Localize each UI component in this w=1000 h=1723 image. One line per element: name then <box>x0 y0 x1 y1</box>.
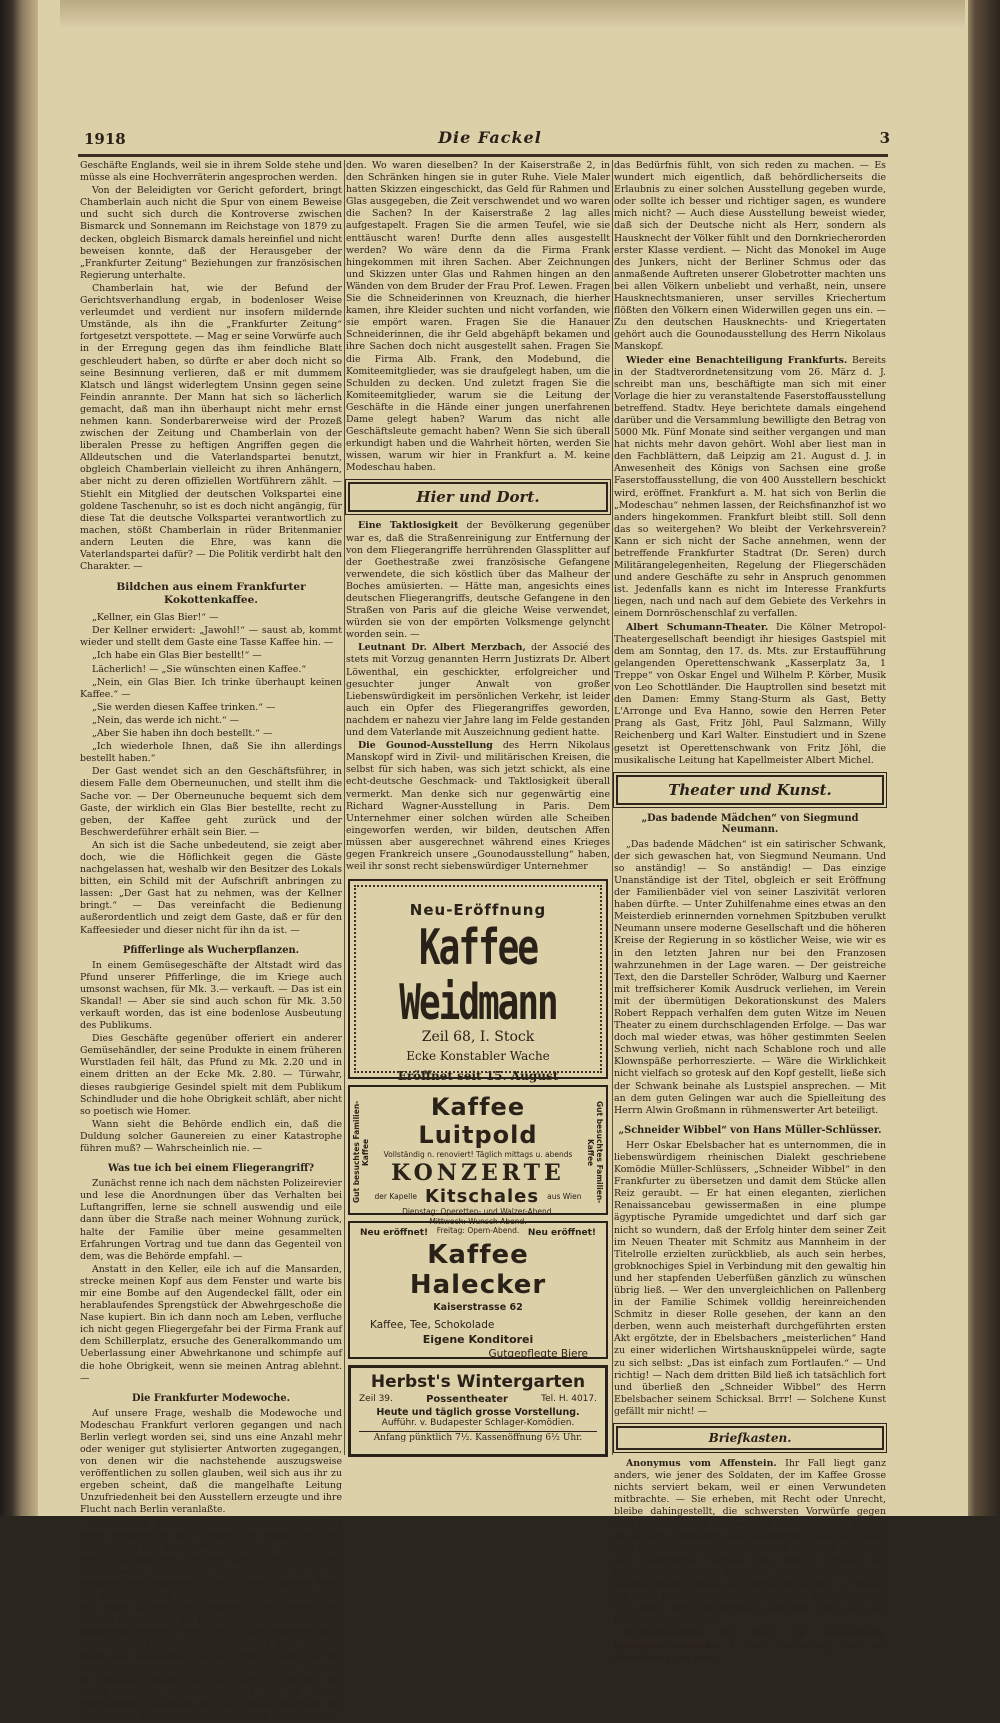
advert-tag: Neu eröffnet! <box>527 1228 596 1239</box>
lead-in: Anonymus vom Affenstein. <box>626 1458 777 1469</box>
advert-small-text: aus Wien <box>547 1191 582 1201</box>
paragraph: „Kellner, ein Glas Bier!“ — <box>92 612 219 624</box>
paragraph <box>614 622 886 767</box>
header-rule <box>78 154 888 157</box>
header-year: 1918 <box>84 130 126 148</box>
lead-in: Albert Schumann-Theater. <box>626 621 769 633</box>
paragraph: „Aber Sie haben ihn doch bestellt.“ — <box>92 728 273 740</box>
advert-band-row <box>372 1186 584 1207</box>
section-title: Hier und Dort. <box>416 488 540 507</box>
article-heading: „Das badende Mädchen“ von Siegmund Neumann. <box>641 812 859 835</box>
paragraph <box>346 740 610 873</box>
paragraph <box>346 642 610 739</box>
column-divider <box>344 160 345 1455</box>
paragraph: „Das badende Mädchen“ ist ein satirischer Schwank, der sich gewaschen hat, von Siegmund Neumann. Und so anständig! — So anständig! — Das einzige Unanständige ist der Titel, obgleich er seit Eröffnung der Familienbäder viel von seiner Laszivität verloren haben dürfte. — Unter Zuhilfenahme eines etwas an den Meisterdieb erinnernden vornehmen Spitzbuben verulkt Neumann unsere moderne Gesellschaft und die höheren Kreise der Regierung in so köstlicher Weise, wie wir es in den letzten Jahren nur bei den Franzosen wahrzunehmen in der Lage waren. — Der geistreiche Text, den die Darsteller Schröder, Walburg und Kaerner mit treffsicherer Komik Ausdruck verliehen, im Verein mit der übermütigen Dekorationskunst des Malers Robert Reppach verhalfen dem guten Witze im Neuen Theater zu einem durchschlagenden Erfolge. — Das war doch mal wieder etwas, was höher gestimmten Seelen Schwung verlieh, nicht nach Schablone roch und alle Klownspäße perhorreszierte. — Wäre die Wirklichkeit nicht vielfach so grotesk auf den Kopf gestellt, ließe sich der Schwank beinahe als Lustspiel ansprechen. — Mit an dem guten Gelingen war auch die Spielleitung des Herrn Alwin Großmann in rühmenswerter Art beteiligt. <box>614 838 886 1116</box>
paragraph: Von der Beleidigten vor Gericht gefordert, bringt Chamberlain auch nicht die Spur von einem Beweise und sucht sich durch die Kontroverse zwischen Bismarck und Sonnemann im Reichstage von 1879 zu decken, obgleich Bismarck damals hereinfiel und nicht beweisen konnte, daß der Herausgeber der „Frankfurter Zeitung“ Beziehungen zur französischen Regierung unterhalte. <box>80 185 342 281</box>
paragraph: Zunächst renne ich nach dem nächsten Polizeirevier und lese die Anordnungen über das Verhalten bei Luftangriffen, lerne sie schnell auswendig und eile dann über die Straße nach meiner Wohnung zurück, halte der Familie über meine gesammelten Erfahrungen Vortrag und tue dann das Gegenteil von dem, was die Behörde empfahl. — <box>80 1178 342 1262</box>
advert-schedule-line: Dienstag: Operetten- und Walzer-Abend. <box>402 1207 554 1217</box>
advert-kaffee-halecker <box>348 1221 608 1359</box>
paragraph <box>346 520 610 641</box>
advert-info-row <box>359 1394 597 1405</box>
paragraph: Wann sieht die Behörde endlich ein, daß die Duldung solcher Gaunereien zu einer Katastrophe führen muß? — Wahrscheinlich nie. — <box>80 1118 342 1155</box>
section-header-theater-und-kunst <box>616 775 884 805</box>
advert-offer: Eigene Konditorei <box>422 1333 534 1347</box>
advert-opening: Eröffnet seit 15. August <box>397 1069 559 1084</box>
advert-line: Aufführ. v. Budapester Schlager-Komödien. <box>381 1418 575 1429</box>
article-heading: Die Frankfurter Modewoche. <box>131 1392 291 1404</box>
advert-side-text: Gut besuchtes Familien-Kaffee <box>352 1101 370 1204</box>
article-heading: Was tue ich bei einem Fliegerangriff? <box>107 1163 315 1175</box>
advert-line: Heute und täglich grosse Vorstellung. <box>376 1407 580 1419</box>
advert-herbsts-wintergarten <box>348 1365 608 1457</box>
advert-venue-type: Possentheater <box>426 1394 508 1406</box>
advert-top-row <box>360 1228 596 1238</box>
paragraph-text: der Bevölkerung gegenüber war es, daß die Straßenreinigung zur Entfernung der von dem Fliegerangriffe herrührenden Glassplitter auf der Goethestraße zwei französische Gefangene verwendete, die sich köstlich über das Malheur der Boches amüsierten. — Hätte man, angesichts eines deutschen Fliegerangriffs, deutsche Gefangene in den Straßen von Paris auf die gleiche Weise verwendet, würden sie von der empörten Volksmenge gelyncht worden sein. — <box>346 520 611 641</box>
advert-headline: KONZERTE <box>391 1160 565 1187</box>
advert-kaffee-weidmann <box>348 879 608 1084</box>
column-2 <box>346 160 610 1460</box>
paragraph: das Bedürfnis fühlt, von sich reden zu machen. — Es wundert mich eigentlich, daß behördlicherseits die Erlaubnis zu einer solchen Ausstellung gegeben wurde, oder sollte ich besser und richtiger sagen, es wundere mich nicht? — Auch diese Ausstellung beweist wieder, daß sich der Deutsche nicht als Herr, sondern als Hausknecht der Völker fühlt und den Dornkriecherorden erster Klasse verdient. — Nicht das Monokel im Auge des Junkers, nicht der Berliner Schmus oder das anmaßende Auftreten unserer Globetrotter machten uns bei allen Völkern unbeliebt und verhaßt, nein, unsere Hausknechtsmanieren, unser servilles Kriechertum flößten den Völkern einen Widerwillen gegen uns ein. — Zu den deutschen Hausknechts- und Kriegertaten gehört auch die Gounodausstellung des Herrn Nikolaus Manskopf. <box>614 160 886 353</box>
paragraph-text: der Associé des stets mit Vorzug genannten Herrn Justizrats Dr. Albert Löwenthal, ein geschickter, erfolgreicher und gesuchter junger Anwalt von großer Liebenswürdigkeit im persönlichen Verkehr, ist leider auch ein Opfer des Fliegerangriffes geworden, nachdem er nahezu vier Jahre lang im Felde gestanden und dem Vaterlande mit Auszeichnung gedient hatte. <box>346 642 611 739</box>
advert-offer: Kaffee, Tee, Schokolade <box>370 1319 495 1332</box>
paragraph <box>614 1458 886 1627</box>
paragraph: Lächerlich! — „Sie wünschten einen Kaffee.“ <box>92 663 307 675</box>
advert-business-name: Herbst's Wintergarten <box>370 1372 586 1393</box>
paragraph: „Ich habe ein Glas Bier bestellt!“ — <box>92 650 262 662</box>
paragraph: „Nein, ein Glas Bier. Ich trinke überhaupt keinen Kaffee.“ — <box>80 676 342 700</box>
article-heading: Pfifferlinge als Wucherpflanzen. <box>123 944 299 956</box>
lead-in: Eine Taktlosigkeit <box>358 520 459 532</box>
advert-small-text: der Kapelle <box>374 1191 417 1201</box>
advert-line: Anfang pünktlich 7½. Kassenöffnung 6½ Uhr. <box>359 1431 597 1443</box>
advert-tag: Neu eröffnet! <box>360 1228 429 1239</box>
lead-in: Die Gounod-Ausstellung <box>358 740 493 752</box>
advert-phone: Tel. H. 4017. <box>541 1394 597 1405</box>
lead-in: Leutnant Dr. Albert Merzbach, <box>358 642 526 654</box>
column-1 <box>80 160 342 1723</box>
advert-band-name: Kitschales <box>424 1186 540 1208</box>
paragraph-text: Ihre Entrüstung über die Ausweisung des fran- <box>614 1640 887 1664</box>
advert-offer: Gutgepflegte Biere <box>488 1348 588 1361</box>
paragraph <box>614 355 886 621</box>
advert-business-name: Kaffee Weidmann <box>399 920 557 1032</box>
advert-business-name: Kaffee Halecker <box>409 1240 547 1301</box>
lead-in: Kriegsinvalide H. Sch. in Neuenhain, Königswerterstraße 6. <box>614 1628 886 1652</box>
paragraph-text: Bereits in der Stadtverordnetensitzung vom 26. März d. J. schreibt man uns, beschäftigte man sich mit einer Vorlage die hier zu veranstaltende Faserstoffausstellung betreffend. Stadtv. Heye berichtete damals eingehend darüber und die Versammlung bewilligte den Betrag von 5000 Mk. Fünf Monate sind seither vergangen und man hat nichts mehr davon gehört. Wohl aber liest man in den Fachblättern, daß Leipzig am 21. August d. J. in Anwesenheit des Königs von Sachsen eine große Faserstoffausstellung, die von 400 Ausstellern beschickt wird, eröffnet. Frankfurt a. M. hat sich von Berlin die „Modeschau“ nehmen lassen, der Reichsfinanzhof ist wo anders hingekommen. Frankfurt bleibt still. Soll denn das so weitergehen? Wo bleibt der Verkehrsverein? Kann er sich nicht der Sache annehmen, wenn der betreffende Frankfurter Stadtrat (Dr. Seren) durch Militärangelegenheiten, Regelung der Fliegerschäden und andere Geschäfte zu sehr in Anspruch genommen ist. Jedenfalls kann es nicht im Interesse Frankfurts liegen, nach und nach auf dem Gebiete des Verkehrs in einem Dornröschenschlaf zu verfallen. <box>614 354 886 620</box>
paragraph: Dies Geschäfte gegenüber offeriert ein anderer Gemüsehändler, der seine Produkte in einem früheren Wurstladen feil hält, das Pfund zu Mk. 2.20 und in einem dritten an der Ecke Mk. 2.80. — Türwahr, dieses raubgierige Gesindel spielt mit dem Publikum Schindluder und die hohe Obrigkeit schläft, aber nicht so poetisch wie Homer. <box>80 1033 342 1117</box>
section-header-briefkasten <box>616 1426 884 1450</box>
paragraph <box>614 1628 886 1664</box>
paragraph: „Sie werden diesen Kaffee trinken.“ — <box>92 701 276 713</box>
advert-address: Zeil 39. <box>359 1394 393 1405</box>
article-heading: Bildchen aus einem Frankfurter Kokottenkaffee. <box>116 581 306 607</box>
paragraph: den. Wo waren dieselben? In der Kaiserstraße 2, in den Schränken hingen sie in guter Ruhe. Viele Maler hatten Skizzen eingeschickt, das Geld für Rahmen und Glas ausgegeben, die Zeit verschwendet und wo waren die Sachen? In der Kaiserstraße 2 lag alles aufgestapelt. Fragen Sie die armen Teufel, wie sie enttäuscht waren! Durfte denn alles ausgestellt werden? Wo wäre denn da die Firma Frank hingekommen mit ihren Sachen. Aber Zeichnungen und Skizzen unter Glas und Rahmen hingen an den Wänden von dem Bruder der Frau Prof. Lewen. Fragen Sie die Schneiderinnen von Kreuznach, die hierher kamen, ihre Kleider suchten und nicht vorfanden, wie sie empört waren. Fragen Sie die Hanauer Schneiderinnen, die ihr Geld abgehäpft bekamen und ihre Sachen doch nicht ausgestellt sahen. Fragen Sie die Firma Alb. Frank, den Modebund, die Komiteemitglieder, was sie draufgelegt haben, um die Schulden zu decken. Und zuletzt fragen Sie die Komiteemitglieder, warum sie die Leitung der Geschäfte in die Hände einer jungen unerfahrenen Dame gelegt haben? Warum das nicht alle Geschäftsleute gemacht haben? Wenn Sie sich überall erkundigt haben und die Wahrheit hörten, werden Sie wissen, warum wir hier in Frankfurt a. M. keine Modeschau haben. <box>346 160 610 474</box>
page-number: 3 <box>879 129 890 147</box>
column-divider <box>612 160 613 1455</box>
advert-schedule-line: Freitag: Opern-Abend. <box>436 1226 520 1236</box>
paragraph-text: Die Kölner Metropol-Theatergesellschaft beendigt ihr hiesiges Gastspiel mit dem am Sonntag, den 17. ds. Mts. zur Erstaufführung gelangenden Operettenschwank „Kasserplatz 3a, 1 Treppe“ von Oskar Engel und Wilhelm P. Körber, Musik von Leo Schottländer. Die Hauptrollen sind besetzt mit den Damen: Emmy Stang-Sturm als Gast, Betty L'Arronge und Eva Hanno, sowie den Herren Peter Prang als Gast, Fritz Jöhl, Paul Salzmann, Willy Reichenberg und Karl Walter. Einstudiert und in Szene gesetzt ist Operettenschwank von Fritz Jöhl, die musikalische Leitung hat Kapellmeister Albert Michel. <box>614 621 887 766</box>
paragraph: Chamberlain hat, wie der Befund der Gerichtsverhandlung ergab, in bodenloser Weise verleumdet und verdient nur insofern mildernde Umstände, als ihn die „Frankfurter Zeitung“ fortgesetzt verspottete. — Mag er seine Vorwürfe auch in der Erregung gegen das ihm feindliche Blatt geschleudert haben, so dürfte er aber doch nicht so seine Besinnung verlieren, daß er mit dummem Klatsch und längst widerlegtem Unsinn gegen seine Feindin anrannte. Der Mann hat sich so lächerlich gemacht, daß man ihn überhaupt nicht mehr ernst nehmen kann. Sonderbarerweise wird der Prozeß zwischen der Zeitung und Chamberlain von der liberalen Presse zu heftigen Angriffen gegen die Alldeutschen und die Vaterlandspartei benutzt, obgleich Chamberlain vielleicht zu ihren Anhängern, aber nicht zu deren offiziellen Wortführern zählt. — Stiehlt ein Mitglied der deutschen Volkspartei eine goldene Taschenuhr, so ist es doch nicht angängig, für diese Tat die deutsche Volkspartei verantwortlich zu machen, stößt Chamberlain in rüder Britenmanier andern Leuten die Ehre, was kann die Vaterlandspartei dafür? — Die Politik verdirbt halt den Charakter. — <box>80 282 342 573</box>
article-heading: „Schneider Wibbel“ von Hans Müller-Schlüsser. <box>618 1124 882 1136</box>
lead-in: Wieder eine Benachteiligung Frankfurts. <box>626 354 848 366</box>
advert-location: Ecke Konstabler Wache <box>406 1049 550 1064</box>
paragraph: Der Gast wendet sich an den Geschäftsführer, in diesem Falle dem Oberneunuchen, und stellt ihm die Sache vor. — Der Oberneunuche bequemt sich dem Gaste, der wirklich ein Glas Bier bestellte, recht zu geben, der Kaffee geht zurück und der Beschwerdeführer erhält sein Bier. — <box>80 766 342 838</box>
paragraph: Der Kellner erwidert: „Jawohl!“ — saust ab, kommt wieder und stellt dem Gaste eine Tasse Kaffee hin. — <box>80 625 342 649</box>
paragraph: In einem Gemüsegeschäfte der Altstadt wird das Pfund unserer Pfifferlinge, die im Kriege auch umsonst wachsen, für Mk. 3.— verkauft. — Das ist ein Skandal! — Aber sie sind auch schon für Mk. 3.50 verkauft worden, das ist eine bodenlose Ausbeutung des Publikums. <box>80 959 342 1032</box>
section-title: Briefkasten. <box>708 1431 792 1445</box>
advert-schedule-line: Mittwoch: Wunsch-Abend. <box>429 1216 527 1226</box>
paragraph: „Sie wollen die Gründe wissen, warum Frankfurt keine Modewoche hat? Fragen Sie einmal bei dem Festkomitee der letzten Modewoche an, oder bei den zwei Hauptmachern, Fräulein Klara Frank und Herrn Prof. Lewen. Fragen Sie die Aussteller, z. B. die Plauener Spitzenindustrie, die für viele tausend Mark die schönsten und feinsten Spitzen einschickte und nur einen kleinen Teil ausgestellt angetroffen hat. Fragen Sie, warum die Plauener Spitzenkleider nicht ausgestellt wurden? Nach eine Spitzenindustrie hatte wundervolle Sachen eingeschickt und kein einziges Stück war ausgestellt, warum nicht? Fragen Sie die vielen kleinen Schneiderinnen von auswärts, die sich in Unkosten rannen, Tag und Nacht schufteten, um etwas Schönes herzustellen und mit so frohen Hoffnungen einsandten, die weite Reise machten, die Ausstellung besuchten und ihre Sachen nicht vorhan- <box>80 1517 342 1723</box>
paragraph: „Nein, das werde ich nicht.“ — <box>92 714 240 726</box>
paragraph: An sich ist die Sache unbedeutend, sie zeigt aber doch, wie die Höflichkeit gegen die Gäste nachgelassen hat, weshalb wir den Besitzer des Lokals bitten, ein Schild mit der Aufschrift anbringen zu lassen: „Der Gast hat zu nehmen, was der Kellner bringt.“ — Das vereinfacht die Bedienung außerordentlich und zeigt dem Gaste, daß er für den Kaffeesieder und dieser nicht für ihn da ist. — <box>80 839 342 936</box>
paragraph: Geschäfte Englands, weil sie in ihrem Solde stehe und müsse als eine Hochverräterin angesprochen werden. <box>80 160 342 184</box>
advert-subline: Vollständig n. renoviert! Täglich mittags u. abends <box>383 1150 573 1160</box>
paragraph-text: Ihr Fall liegt ganz anders, wie jener des Soldaten, der im Kaffee Grosse nichts serviert bekam, weil er einen Verwundeten mitbrachte. — Sie erheben, mit Recht oder Unrecht, bleibe dahingestellt, die schwersten Vorwürfe gegen eine Anstaltsleitung und weigern sich, uns Ihren Namen zu nennen, verlangen aber wiederholt, daß wir gegen eine Anstalt vorgehen, während sich bis heute bezüglich des unerhörten Vorfalls im Kaffee Grosse ein preußischer Beamter in voller Uniform als durchaus glaubwürdiger Zeuge zur Verfügung stellte. — Wollen Sie auch Ihre gerechte Sache gewahrt haben, müssen Sie eben Ihre Anonymität aufgeben und auf der Redaktion erscheinen. <box>614 1458 887 1627</box>
masthead-title: Die Fackel <box>438 128 542 147</box>
paragraph-text: des Herrn Nikolaus Manskopf wird in Zivil- und militärischen Kreisen, die selbst für sich haben, was sich jetzt schickt, als eine echt-deutsche Geschmack- und Taktlosigkeit überall vermerkt. Man denke sich nur gegenwärtig eine Richard Wagner-Ausstellung in Paris. Dem Unternehmer einer solchen würden alle Scheiben eingeworfen werden, wir bilden, deutschen Affen müssen aber ausgerechnet während eines Krieges gegen Frankreich unsere „Gounodausstellung“ haben, weil ihr sonst recht siebenswürdiger Unternehmer <box>346 740 611 873</box>
advert-address: Zeil 68, I. Stock <box>421 1029 535 1046</box>
paragraph: Auf unsere Frage, weshalb die Modewoche und Modeschau Frankfurt verloren gegangen und nach Berlin verlegt worden sei, sind uns eine Anzahl mehr oder weniger gut stylisierter Antworten zugegangen, von denen wir die nachstehende auszugsweise veröffentlichen zu sollen glauben, weil sich aus ihr zu ergeben scheint, daß die mangelhafte Leitung Unzufriedenheit bei den Ausstellern erzeugte und ihre Flucht nach Berlin veranlaßte. <box>80 1407 342 1516</box>
section-header-hier-und-dort <box>348 482 608 512</box>
paragraph: Anstatt in den Keller, eile ich auf die Mansarden, strecke meinen Kopf aus dem Fenster und warte bis mir eine Bombe auf den Augendeckel fällt, oder ein herablaufendes Sprengstück der Abwehrgeschoße die Nase kupiert. Bin ich dann noch am Leben, verfluche ich nicht gegen Fliegergefahr bei der Firma Frank auf dem Schillerplatz, ersuche des Generalkommando um Ueberlassung einer Abwehrkanone und schimpfe auf die hohe Obrigkeit, wenn sie meinen Antrag ablehnt. — <box>80 1263 342 1384</box>
advert-side-text: Gut besuchtes Familien-Kaffee <box>586 1101 604 1204</box>
advert-headline: Neu-Eröffnung <box>409 901 547 920</box>
advert-business-name: Kaffee Luitpold <box>418 1093 538 1150</box>
page-top-edge <box>60 0 965 28</box>
section-title: Theater und Kunst. <box>668 780 832 799</box>
advert-address: Kaiserstrasse 62 <box>433 1302 523 1314</box>
paragraph: Herr Oskar Ebelsbacher hat es unternommen, die in liebenswürdigem rheinischen Dialekt geschriebene Komödie Müller-Schlüssers, „Schneider Wibbel“ in den Frankfurter zu übersetzen und damit dem Stücke allen Reiz geraubt. — Er hat einen eleganten, zierlichen Renaissancebau gewissermaßen in eine plumpe ägyptische Pyramide umgedichtet und darf sich gar nicht so wundern, daß der Erfolg hinter dem seiner Zeit im Neuen Theater mit Schmitz aus Mannheim in der Titelrolle erzielten zurückblieb, als auch sein herbes, grobknochiges Spiel in Verbindung mit den gewaltig hin und her stapfenden Ueberfüßen gänzlich zu wünschen übrig ließ. — Wer den unvergleichlichen on Pallenberg in der Familie Schimek volldig hereinreichenden Schmitz in dieser Rolle gesehen, der kann an den derben, wenn auch meisterhaft durchgeführten ersten Akt ergötzte, der in Ebelsbachers „meisterlichen“ Hand zu einer widerlichen Wirtshausknüppelei würde, sagte zu sich selbst: „Das ist einfach zum Fortlaufen.“ — Und richtig! — Nach dem dritten Bild ließ ich tatsächlich fort und überließ den „Schneider Wibbel“ des Herrn Ebelsbacher seinem Schicksal. Brrr! — Solchene Kunst gefällt mir nicht! — <box>614 1139 886 1417</box>
column-3 <box>614 160 887 1664</box>
page-header <box>80 128 890 152</box>
paragraph: „Ich wiederhole Ihnen, daß Sie ihn allerdings bestellt haben.“ <box>80 741 342 765</box>
